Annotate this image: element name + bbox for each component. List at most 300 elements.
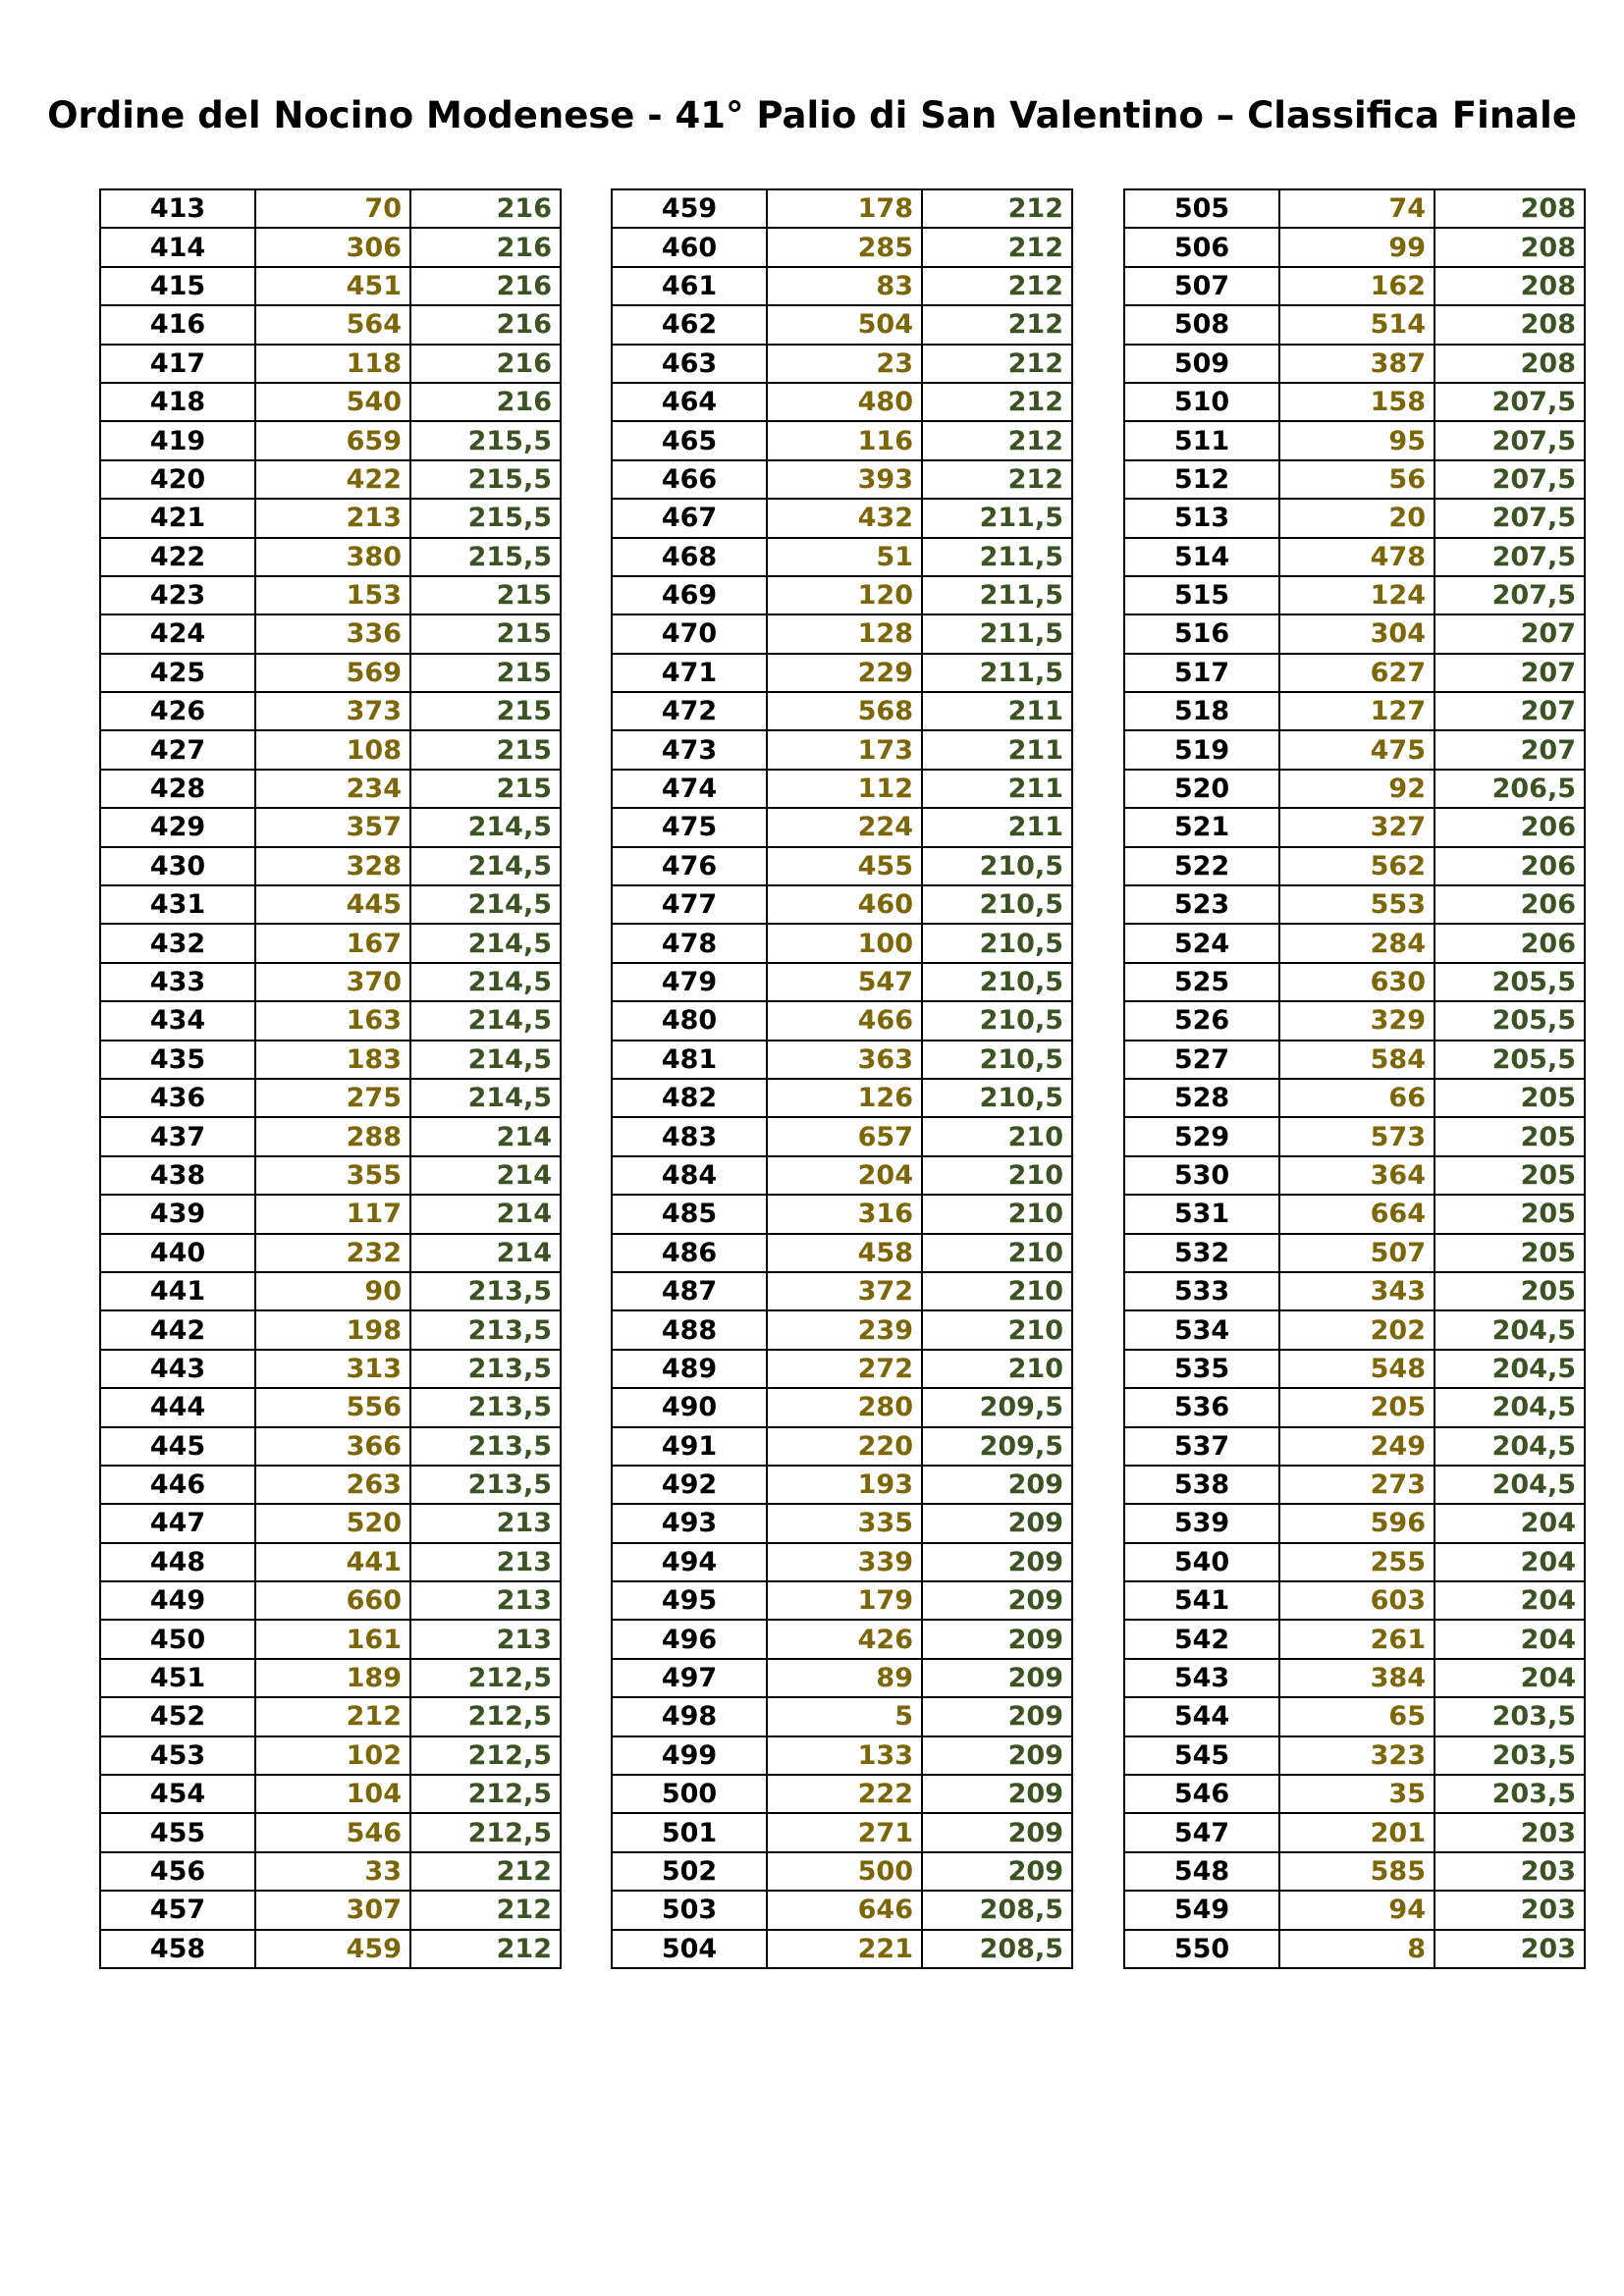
rank-position-cell: 509	[1124, 345, 1279, 383]
entry-number-cell: 112	[767, 770, 922, 808]
score-cell: 207	[1435, 692, 1585, 730]
score-cell: 211,5	[922, 538, 1072, 576]
table-row	[612, 1697, 1072, 1735]
entry-number-cell: 229	[767, 654, 922, 692]
rank-position-cell: 544	[1124, 1697, 1279, 1735]
entry-number-cell: 116	[767, 421, 922, 459]
table-row	[1124, 499, 1585, 537]
rank-position-cell: 425	[100, 654, 255, 692]
rank-position-cell: 445	[100, 1427, 255, 1466]
score-cell: 210,5	[922, 847, 1072, 885]
score-cell: 210	[922, 1156, 1072, 1195]
entry-number-cell: 74	[1279, 189, 1435, 228]
entry-number-cell: 568	[767, 692, 922, 730]
rank-position-cell: 497	[612, 1659, 767, 1697]
rank-position-cell: 421	[100, 499, 255, 537]
table-row	[100, 1775, 561, 1813]
rank-position-cell: 538	[1124, 1466, 1279, 1504]
table-row	[100, 345, 561, 383]
table-row	[1124, 963, 1585, 1001]
entry-number-cell: 460	[767, 885, 922, 924]
table-row	[612, 1427, 1072, 1466]
table-row	[612, 1310, 1072, 1349]
entry-number-cell: 239	[767, 1310, 922, 1349]
score-cell: 213,5	[410, 1350, 561, 1388]
table-row	[612, 847, 1072, 885]
score-cell: 216	[410, 228, 561, 266]
entry-number-cell: 569	[255, 654, 410, 692]
entry-number-cell: 584	[1279, 1041, 1435, 1079]
table-row	[100, 576, 561, 614]
rank-position-cell: 515	[1124, 576, 1279, 614]
table-row	[1124, 1117, 1585, 1155]
rank-position-cell: 548	[1124, 1852, 1279, 1891]
rank-position-cell: 528	[1124, 1079, 1279, 1117]
score-cell: 215	[410, 614, 561, 653]
score-cell: 204,5	[1435, 1388, 1585, 1426]
score-cell: 212,5	[410, 1813, 561, 1851]
score-cell: 213,5	[410, 1272, 561, 1310]
entry-number-cell: 261	[1279, 1620, 1435, 1658]
score-cell: 212	[410, 1852, 561, 1891]
score-cell: 212,5	[410, 1697, 561, 1735]
table-row	[1124, 1504, 1585, 1542]
score-cell: 214	[410, 1234, 561, 1272]
entry-number-cell: 162	[1279, 267, 1435, 305]
score-cell: 206	[1435, 924, 1585, 962]
table-row	[100, 1388, 561, 1426]
score-cell: 204,5	[1435, 1310, 1585, 1349]
rank-position-cell: 482	[612, 1079, 767, 1117]
score-cell: 212	[410, 1891, 561, 1929]
table-row	[100, 1813, 561, 1851]
table-row	[1124, 1775, 1585, 1813]
entry-number-cell: 104	[255, 1775, 410, 1813]
table-row	[100, 885, 561, 924]
entry-number-cell: 108	[255, 730, 410, 769]
table-row	[612, 808, 1072, 846]
rank-position-cell: 439	[100, 1195, 255, 1233]
page-title: Ordine del Nocino Modenese - 41° Palio di San Valentino – Classifica Finale	[47, 94, 1577, 136]
rank-position-cell: 542	[1124, 1620, 1279, 1658]
ranking-table-1	[99, 188, 562, 1969]
rank-position-cell: 435	[100, 1041, 255, 1079]
rank-position-cell: 532	[1124, 1234, 1279, 1272]
entry-number-cell: 220	[767, 1427, 922, 1466]
entry-number-cell: 504	[767, 305, 922, 344]
table-row	[100, 847, 561, 885]
score-cell: 209	[922, 1620, 1072, 1658]
table-row	[100, 1001, 561, 1040]
score-cell: 209	[922, 1581, 1072, 1620]
table-row	[100, 1891, 561, 1929]
entry-number-cell: 102	[255, 1736, 410, 1775]
entry-number-cell: 659	[255, 421, 410, 459]
score-cell: 204	[1435, 1620, 1585, 1658]
rank-position-cell: 485	[612, 1195, 767, 1233]
table-row	[100, 1234, 561, 1272]
ranking-table-3	[1123, 188, 1586, 1969]
entry-number-cell: 426	[767, 1620, 922, 1658]
table-row	[612, 1852, 1072, 1891]
rank-position-cell: 480	[612, 1001, 767, 1040]
rank-position-cell: 466	[612, 460, 767, 499]
table-row	[100, 1079, 561, 1117]
table-row	[1124, 924, 1585, 962]
rank-position-cell: 523	[1124, 885, 1279, 924]
entry-number-cell: 627	[1279, 654, 1435, 692]
rank-position-cell: 461	[612, 267, 767, 305]
entry-number-cell: 459	[255, 1930, 410, 1968]
score-cell: 211,5	[922, 576, 1072, 614]
table-row	[612, 383, 1072, 421]
entry-number-cell: 336	[255, 614, 410, 653]
score-cell: 203,5	[1435, 1775, 1585, 1813]
entry-number-cell: 213	[255, 499, 410, 537]
rank-position-cell: 508	[1124, 305, 1279, 344]
entry-number-cell: 514	[1279, 305, 1435, 344]
entry-number-cell: 393	[767, 460, 922, 499]
score-cell: 203	[1435, 1852, 1585, 1891]
score-cell: 206	[1435, 885, 1585, 924]
rank-position-cell: 505	[1124, 189, 1279, 228]
score-cell: 207,5	[1435, 421, 1585, 459]
entry-number-cell: 271	[767, 1813, 922, 1851]
rank-position-cell: 539	[1124, 1504, 1279, 1542]
entry-number-cell: 221	[767, 1930, 922, 1968]
score-cell: 210,5	[922, 1079, 1072, 1117]
entry-number-cell: 179	[767, 1581, 922, 1620]
rank-position-cell: 477	[612, 885, 767, 924]
entry-number-cell: 202	[1279, 1310, 1435, 1349]
rank-position-cell: 447	[100, 1504, 255, 1542]
table-row	[1124, 730, 1585, 769]
table-row	[612, 1195, 1072, 1233]
score-cell: 209	[922, 1775, 1072, 1813]
rank-position-cell: 427	[100, 730, 255, 769]
table-row	[1124, 1813, 1585, 1851]
rank-position-cell: 483	[612, 1117, 767, 1155]
rank-position-cell: 531	[1124, 1195, 1279, 1233]
rank-position-cell: 475	[612, 808, 767, 846]
rank-position-cell: 433	[100, 963, 255, 1001]
score-cell: 211,5	[922, 499, 1072, 537]
score-cell: 203	[1435, 1891, 1585, 1929]
score-cell: 208	[1435, 305, 1585, 344]
score-cell: 211	[922, 770, 1072, 808]
entry-number-cell: 249	[1279, 1427, 1435, 1466]
table-row	[100, 1543, 561, 1581]
rank-position-cell: 545	[1124, 1736, 1279, 1775]
score-cell: 207,5	[1435, 538, 1585, 576]
table-row	[100, 1697, 561, 1735]
entry-number-cell: 313	[255, 1350, 410, 1388]
score-cell: 205,5	[1435, 1041, 1585, 1079]
entry-number-cell: 339	[767, 1543, 922, 1581]
table-row	[1124, 267, 1585, 305]
entry-number-cell: 357	[255, 808, 410, 846]
rank-position-cell: 444	[100, 1388, 255, 1426]
score-cell: 216	[410, 305, 561, 344]
table-row	[612, 1930, 1072, 1968]
score-cell: 205	[1435, 1156, 1585, 1195]
table-row	[1124, 1659, 1585, 1697]
rank-position-cell: 484	[612, 1156, 767, 1195]
entry-number-cell: 564	[255, 305, 410, 344]
table-row	[100, 538, 561, 576]
score-cell: 216	[410, 345, 561, 383]
score-cell: 208	[1435, 345, 1585, 383]
rank-position-cell: 550	[1124, 1930, 1279, 1968]
entry-number-cell: 380	[255, 538, 410, 576]
table-row	[612, 1659, 1072, 1697]
table-row	[612, 1234, 1072, 1272]
score-cell: 214,5	[410, 885, 561, 924]
entry-number-cell: 56	[1279, 460, 1435, 499]
entry-number-cell: 161	[255, 1620, 410, 1658]
table-row	[100, 1350, 561, 1388]
rank-position-cell: 537	[1124, 1427, 1279, 1466]
entry-number-cell: 507	[1279, 1234, 1435, 1272]
rank-position-cell: 540	[1124, 1543, 1279, 1581]
table-row	[1124, 1697, 1585, 1735]
table-row	[100, 499, 561, 537]
entry-number-cell: 66	[1279, 1079, 1435, 1117]
table-row	[1124, 1581, 1585, 1620]
rank-position-cell: 486	[612, 1234, 767, 1272]
table-row	[612, 1117, 1072, 1155]
table-row	[100, 1659, 561, 1697]
score-cell: 205	[1435, 1234, 1585, 1272]
rank-position-cell: 418	[100, 383, 255, 421]
score-cell: 209	[922, 1466, 1072, 1504]
score-cell: 215,5	[410, 538, 561, 576]
entry-number-cell: 35	[1279, 1775, 1435, 1813]
score-cell: 205	[1435, 1117, 1585, 1155]
table-row	[1124, 1388, 1585, 1426]
entry-number-cell: 232	[255, 1234, 410, 1272]
entry-number-cell: 664	[1279, 1195, 1435, 1233]
table-row	[100, 1427, 561, 1466]
table-row	[1124, 305, 1585, 344]
rank-position-cell: 424	[100, 614, 255, 653]
rank-position-cell: 452	[100, 1697, 255, 1735]
score-cell: 213	[410, 1620, 561, 1658]
table-row	[612, 614, 1072, 653]
score-cell: 207,5	[1435, 383, 1585, 421]
entry-number-cell: 33	[255, 1852, 410, 1891]
score-cell: 210	[922, 1117, 1072, 1155]
rank-position-cell: 474	[612, 770, 767, 808]
rank-position-cell: 450	[100, 1620, 255, 1658]
rank-position-cell: 458	[100, 1930, 255, 1968]
table-row	[1124, 885, 1585, 924]
score-cell: 207	[1435, 614, 1585, 653]
entry-number-cell: 117	[255, 1195, 410, 1233]
table-row	[1124, 576, 1585, 614]
entry-number-cell: 387	[1279, 345, 1435, 383]
rank-position-cell: 440	[100, 1234, 255, 1272]
score-cell: 206	[1435, 808, 1585, 846]
rank-position-cell: 529	[1124, 1117, 1279, 1155]
rank-position-cell: 431	[100, 885, 255, 924]
score-cell: 203	[1435, 1813, 1585, 1851]
entry-number-cell: 451	[255, 267, 410, 305]
rank-position-cell: 472	[612, 692, 767, 730]
rank-position-cell: 513	[1124, 499, 1279, 537]
entry-number-cell: 70	[255, 189, 410, 228]
rank-position-cell: 469	[612, 576, 767, 614]
entry-number-cell: 272	[767, 1350, 922, 1388]
rank-position-cell: 487	[612, 1272, 767, 1310]
entry-number-cell: 364	[1279, 1156, 1435, 1195]
rank-position-cell: 416	[100, 305, 255, 344]
score-cell: 208	[1435, 189, 1585, 228]
rank-position-cell: 464	[612, 383, 767, 421]
entry-number-cell: 307	[255, 1891, 410, 1929]
rank-position-cell: 436	[100, 1079, 255, 1117]
ranking-table-2	[611, 188, 1073, 1969]
entry-number-cell: 441	[255, 1543, 410, 1581]
score-cell: 203,5	[1435, 1736, 1585, 1775]
table-row	[612, 1543, 1072, 1581]
rank-position-cell: 459	[612, 189, 767, 228]
rank-position-cell: 443	[100, 1350, 255, 1388]
entry-number-cell: 158	[1279, 383, 1435, 421]
entry-number-cell: 553	[1279, 885, 1435, 924]
rank-position-cell: 446	[100, 1466, 255, 1504]
rank-position-cell: 451	[100, 1659, 255, 1697]
score-cell: 209	[922, 1736, 1072, 1775]
table-row	[100, 692, 561, 730]
score-cell: 212	[922, 460, 1072, 499]
rank-position-cell: 448	[100, 1543, 255, 1581]
entry-number-cell: 5	[767, 1697, 922, 1735]
score-cell: 212,5	[410, 1659, 561, 1697]
score-cell: 212	[922, 267, 1072, 305]
rank-position-cell: 525	[1124, 963, 1279, 1001]
table-row	[1124, 421, 1585, 459]
score-cell: 209	[922, 1504, 1072, 1542]
score-cell: 212	[410, 1930, 561, 1968]
table-row	[100, 421, 561, 459]
rank-position-cell: 456	[100, 1852, 255, 1891]
rank-position-cell: 490	[612, 1388, 767, 1426]
score-cell: 212	[922, 421, 1072, 459]
table-row	[612, 1156, 1072, 1195]
rank-position-cell: 473	[612, 730, 767, 769]
table-row	[1124, 1310, 1585, 1349]
table-row	[100, 383, 561, 421]
score-cell: 214,5	[410, 1079, 561, 1117]
rank-position-cell: 491	[612, 1427, 767, 1466]
entry-number-cell: 173	[767, 730, 922, 769]
score-cell: 213,5	[410, 1310, 561, 1349]
score-cell: 209	[922, 1852, 1072, 1891]
table-row	[612, 1350, 1072, 1388]
table-row	[100, 1310, 561, 1349]
rank-position-cell: 438	[100, 1156, 255, 1195]
rank-position-cell: 415	[100, 267, 255, 305]
entry-number-cell: 163	[255, 1001, 410, 1040]
entry-number-cell: 284	[1279, 924, 1435, 962]
entry-number-cell: 126	[767, 1079, 922, 1117]
rank-position-cell: 527	[1124, 1041, 1279, 1079]
table-row	[100, 1581, 561, 1620]
rank-position-cell: 449	[100, 1581, 255, 1620]
table-row	[100, 1117, 561, 1155]
entry-number-cell: 280	[767, 1388, 922, 1426]
table-row	[1124, 189, 1585, 228]
entry-number-cell: 127	[1279, 692, 1435, 730]
score-cell: 214	[410, 1195, 561, 1233]
rank-position-cell: 489	[612, 1350, 767, 1388]
table-row	[100, 305, 561, 344]
rank-position-cell: 455	[100, 1813, 255, 1851]
table-row	[1124, 228, 1585, 266]
table-row	[1124, 654, 1585, 692]
rank-position-cell: 535	[1124, 1350, 1279, 1388]
rank-position-cell: 518	[1124, 692, 1279, 730]
table-row	[100, 1466, 561, 1504]
rank-position-cell: 520	[1124, 770, 1279, 808]
entry-number-cell: 89	[767, 1659, 922, 1697]
rank-position-cell: 530	[1124, 1156, 1279, 1195]
table-row	[1124, 847, 1585, 885]
score-cell: 213,5	[410, 1388, 561, 1426]
entry-number-cell: 475	[1279, 730, 1435, 769]
score-cell: 203,5	[1435, 1697, 1585, 1735]
entry-number-cell: 384	[1279, 1659, 1435, 1697]
table-row	[612, 538, 1072, 576]
entry-number-cell: 95	[1279, 421, 1435, 459]
score-cell: 205	[1435, 1272, 1585, 1310]
rank-position-cell: 506	[1124, 228, 1279, 266]
entry-number-cell: 373	[255, 692, 410, 730]
table-row	[612, 770, 1072, 808]
rank-position-cell: 488	[612, 1310, 767, 1349]
table-row	[612, 1775, 1072, 1813]
table-row	[100, 1156, 561, 1195]
table-row	[1124, 1272, 1585, 1310]
rank-position-cell: 434	[100, 1001, 255, 1040]
table-row	[100, 730, 561, 769]
entry-number-cell: 466	[767, 1001, 922, 1040]
score-cell: 213	[410, 1504, 561, 1542]
rank-position-cell: 547	[1124, 1813, 1279, 1851]
table-row	[100, 267, 561, 305]
score-cell: 215	[410, 654, 561, 692]
score-cell: 206,5	[1435, 770, 1585, 808]
table-row	[612, 305, 1072, 344]
table-row	[612, 1504, 1072, 1542]
rank-position-cell: 442	[100, 1310, 255, 1349]
table-row	[1124, 1466, 1585, 1504]
entry-number-cell: 204	[767, 1156, 922, 1195]
entry-number-cell: 90	[255, 1272, 410, 1310]
entry-number-cell: 585	[1279, 1852, 1435, 1891]
table-row	[612, 924, 1072, 962]
score-cell: 204,5	[1435, 1466, 1585, 1504]
entry-number-cell: 630	[1279, 963, 1435, 1001]
score-cell: 204	[1435, 1504, 1585, 1542]
table-row	[612, 1581, 1072, 1620]
rank-position-cell: 499	[612, 1736, 767, 1775]
table-row	[612, 421, 1072, 459]
entry-number-cell: 23	[767, 345, 922, 383]
score-cell: 215	[410, 770, 561, 808]
entry-number-cell: 445	[255, 885, 410, 924]
